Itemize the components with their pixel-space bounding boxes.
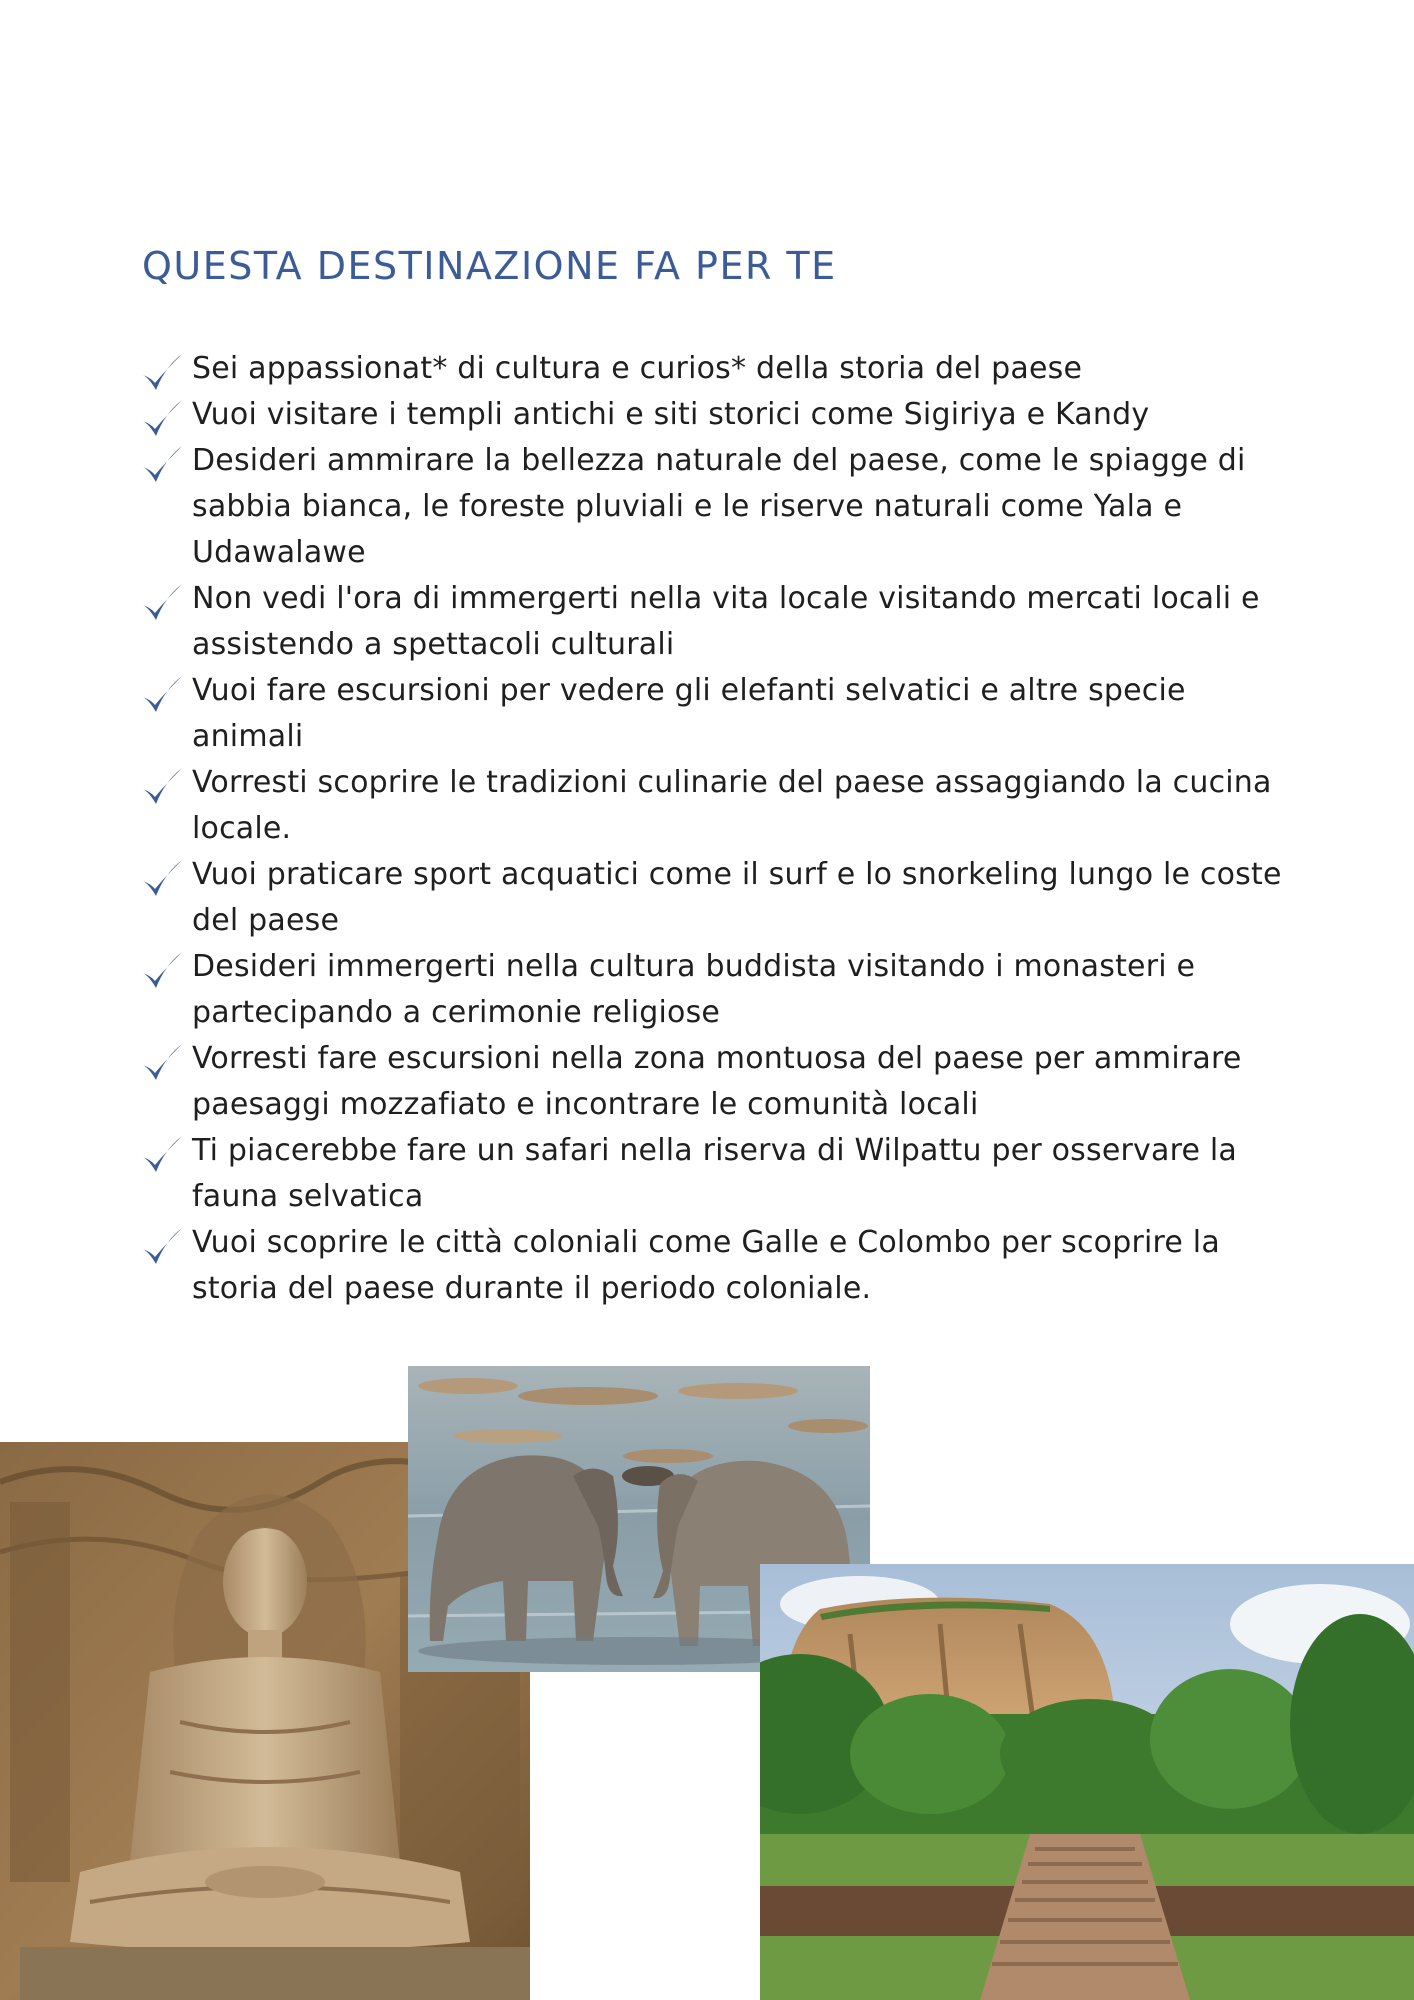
checkmark-icon: [140, 1226, 184, 1270]
checklist-item: [140, 438, 1290, 576]
checklist-item-text: Desideri ammirare la bellezza naturale del paese, come le spiagge di sabbia bianca, le foreste pluviali e le riserve naturali come Yala e Udawalawe: [192, 443, 1246, 570]
checklist-item: [140, 760, 1290, 852]
checklist-item: [140, 944, 1290, 1036]
checklist-item: [140, 346, 1290, 392]
checklist-item-text: Vorresti fare escursioni nella zona montuosa del paese per ammirare paesaggi mozzafiato e incontrare le comunità locali: [192, 1041, 1242, 1122]
checklist-item-text: Vuoi scoprire le città coloniali come Galle e Colombo per scoprire la storia del paese durante il periodo coloniale.: [192, 1225, 1220, 1306]
checklist-item-text: Vorresti scoprire le tradizioni culinarie del paese assaggiando la cucina locale.: [192, 765, 1272, 846]
checklist-item-text: Sei appassionat* di cultura e curios* della storia del paese: [192, 351, 1083, 386]
page-title: QUESTA DESTINAZIONE FA PER TE: [142, 244, 837, 288]
checkmark-icon: [140, 766, 184, 810]
checklist-item-text: Ti piacerebbe fare un safari nella riserva di Wilpattu per osservare la fauna selvatica: [192, 1133, 1237, 1214]
checkmark-icon: [140, 858, 184, 902]
checklist-item-text: Non vedi l'ora di immergerti nella vita locale visitando mercati locali e assistendo a spettacoli culturali: [192, 581, 1260, 662]
checklist-item-text: Vuoi fare escursioni per vedere gli elefanti selvatici e altre specie animali: [192, 673, 1186, 754]
checklist-item: [140, 1036, 1290, 1128]
destination-checklist: [140, 346, 1290, 1312]
checkmark-icon: [140, 444, 184, 488]
checklist-item: [140, 1128, 1290, 1220]
checklist-item: [140, 668, 1290, 760]
checkmark-icon: [140, 674, 184, 718]
checklist-item: [140, 1220, 1290, 1312]
checklist-item-text: Vuoi praticare sport acquatici come il surf e lo snorkeling lungo le coste del paese: [192, 857, 1282, 938]
sigiriya-rock-photo: [760, 1564, 1414, 2000]
checkmark-icon: [140, 1134, 184, 1178]
checkmark-icon: [140, 950, 184, 994]
checklist-item: [140, 852, 1290, 944]
checkmark-icon: [140, 582, 184, 626]
checkmark-icon: [140, 398, 184, 442]
checklist-item: [140, 392, 1290, 438]
checkmark-icon: [140, 1042, 184, 1086]
checklist-item-text: Desideri immergerti nella cultura buddista visitando i monasteri e partecipando a cerimonie religiose: [192, 949, 1196, 1030]
checklist-item: [140, 576, 1290, 668]
checkmark-icon: [140, 352, 184, 396]
checklist-item-text: Vuoi visitare i templi antichi e siti storici come Sigiriya e Kandy: [192, 397, 1150, 432]
